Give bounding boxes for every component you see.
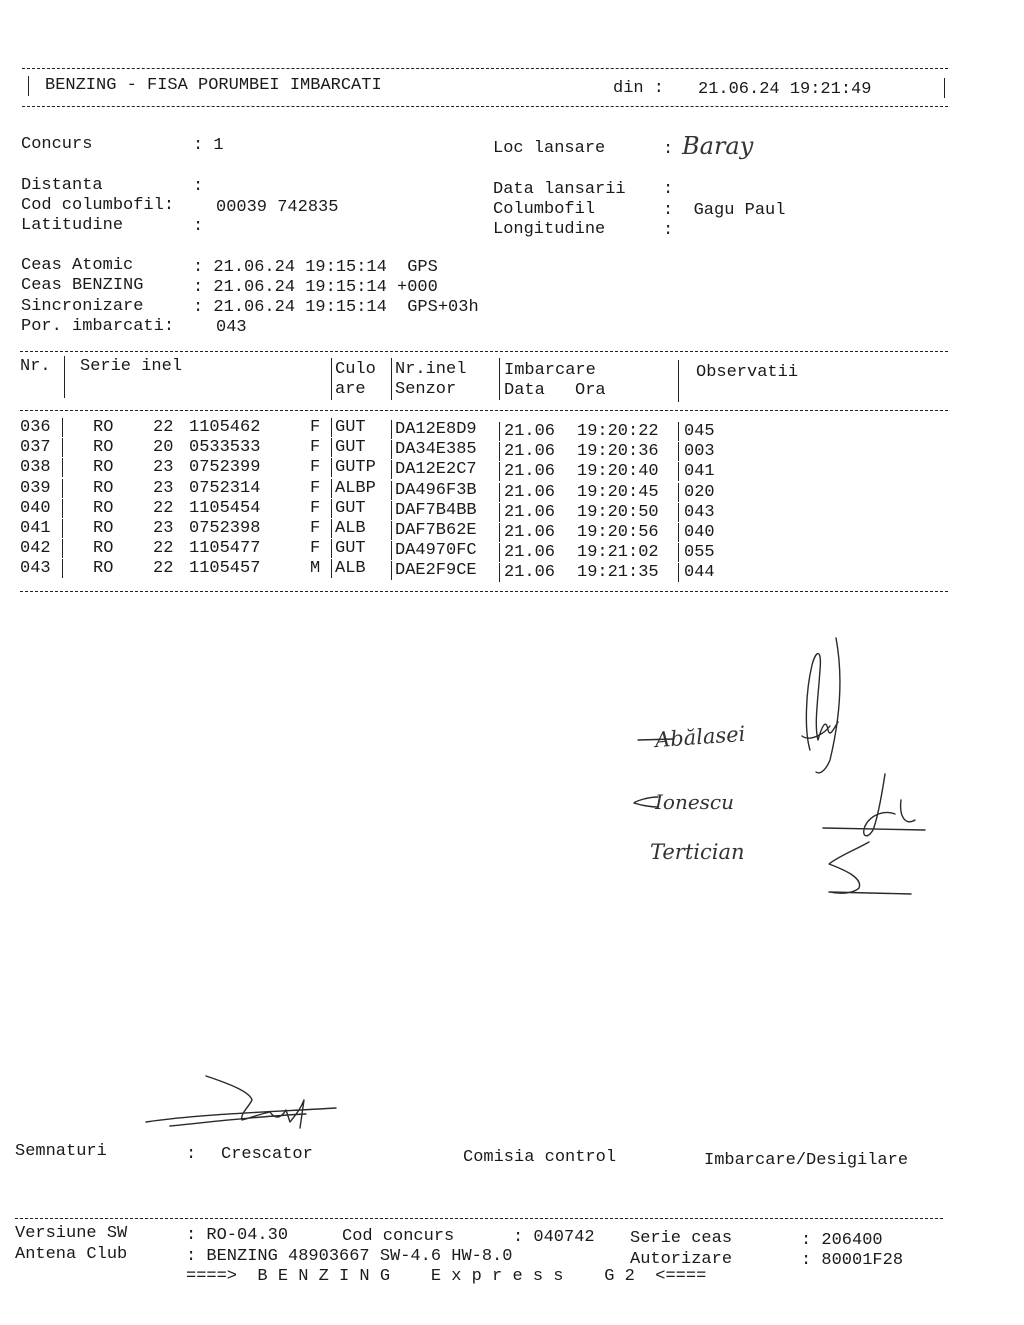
cell-culoare: GUTP bbox=[335, 458, 376, 478]
col-divider-1 bbox=[64, 356, 65, 398]
cod-concurs-label: Cod concurs bbox=[342, 1227, 455, 1246]
row-divider bbox=[62, 418, 63, 437]
cell-nr: 043 bbox=[20, 559, 51, 579]
col-header-data: Data bbox=[504, 381, 545, 400]
serie-ceas-label: Serie ceas bbox=[630, 1229, 733, 1248]
cell-nr: 037 bbox=[20, 438, 51, 458]
cell-senzor: DAE2F9CE bbox=[395, 561, 477, 581]
imbarcare-desigilare-label: Imbarcare/Desigilare bbox=[704, 1151, 909, 1170]
row-divider bbox=[499, 563, 500, 582]
cell-nr: 038 bbox=[20, 458, 51, 478]
cell-sex: M bbox=[310, 559, 321, 579]
row-divider bbox=[678, 422, 679, 441]
cell-ora: 19:20:56 bbox=[577, 523, 659, 542]
cell-senzor: DAF7B62E bbox=[395, 521, 477, 540]
cell-senzor: DA496F3B bbox=[395, 480, 477, 500]
cell-inel: 1105462 bbox=[189, 418, 261, 437]
col-header-senzor: Senzor bbox=[395, 380, 457, 399]
cod-concurs-value: : 040742 bbox=[513, 1228, 595, 1247]
cell-sex: F bbox=[310, 498, 321, 518]
ceas-benzing-label: Ceas BENZING bbox=[21, 276, 144, 295]
cell-an: 22 bbox=[153, 498, 174, 518]
cell-culoare: GUT bbox=[335, 418, 366, 437]
cell-ora: 19:21:35 bbox=[577, 563, 659, 583]
ceas-atomic-value: : 21.06.24 19:15:14 GPS bbox=[193, 258, 438, 277]
longitudine-label: Longitudine bbox=[493, 220, 606, 239]
cell-sex: F bbox=[310, 478, 321, 498]
handwritten-name-1: Abălasei bbox=[654, 721, 747, 753]
row-divider bbox=[678, 543, 679, 562]
cell-data: 21.06 bbox=[504, 482, 556, 502]
cell-data: 21.06 bbox=[504, 563, 556, 583]
latitudine-label: Latitudine bbox=[21, 216, 124, 235]
cell-tara: RO bbox=[93, 478, 114, 498]
col-header-nr: Nr. bbox=[20, 357, 51, 376]
comisia-label: Comisia control bbox=[463, 1148, 617, 1167]
cell-senzor: DAF7B4BB bbox=[395, 500, 477, 520]
cell-obs: 003 bbox=[684, 442, 715, 462]
latitudine-value: : bbox=[193, 217, 204, 236]
header-top-rule bbox=[22, 68, 948, 69]
cell-nr: 040 bbox=[20, 498, 51, 518]
row-divider bbox=[391, 521, 392, 540]
cell-senzor: DA34E385 bbox=[395, 440, 477, 460]
row-divider bbox=[331, 438, 332, 457]
row-divider bbox=[391, 481, 392, 500]
cell-culoare: ALBP bbox=[335, 478, 376, 498]
strike-line-1 bbox=[636, 734, 676, 744]
crescator-signature bbox=[140, 1070, 340, 1140]
row-divider bbox=[678, 462, 679, 481]
table-header-rule bbox=[20, 410, 948, 411]
sincronizare-value: : 21.06.24 19:15:14 GPS+03h bbox=[193, 298, 479, 317]
autorizare-value: : 80001F28 bbox=[801, 1251, 904, 1270]
cell-senzor: DA12E2C7 bbox=[395, 460, 477, 480]
longitudine-value: : bbox=[663, 221, 674, 240]
col-header-serie: Serie inel bbox=[80, 357, 183, 376]
row-divider bbox=[391, 561, 392, 580]
cell-culoare: GUT bbox=[335, 438, 366, 458]
cell-ora: 19:21:02 bbox=[577, 543, 659, 563]
row-divider bbox=[331, 418, 332, 437]
cell-tara: RO bbox=[93, 498, 114, 518]
cell-an: 22 bbox=[153, 418, 174, 437]
row-divider bbox=[499, 523, 500, 542]
cell-obs: 020 bbox=[684, 482, 715, 502]
cell-an: 23 bbox=[153, 458, 174, 478]
cell-data: 21.06 bbox=[504, 523, 556, 542]
row-divider bbox=[391, 440, 392, 459]
cell-an: 23 bbox=[153, 478, 174, 498]
cell-ora: 19:20:36 bbox=[577, 442, 659, 462]
cell-culoare: ALB bbox=[335, 559, 366, 579]
semnaturi-sep: : bbox=[186, 1145, 197, 1164]
row-divider bbox=[391, 460, 392, 479]
cell-tara: RO bbox=[93, 539, 114, 559]
col-divider-3 bbox=[391, 358, 392, 400]
row-divider bbox=[391, 501, 392, 520]
versiune-label: Versiune SW bbox=[15, 1224, 128, 1243]
cell-culoare: GUT bbox=[335, 498, 366, 518]
col-header-observatii: Observatii bbox=[696, 363, 799, 382]
cell-obs: 045 bbox=[684, 422, 715, 441]
columbofil-label: Columbofil bbox=[493, 200, 596, 219]
cell-tara: RO bbox=[93, 559, 114, 579]
cell-tara: RO bbox=[93, 418, 114, 437]
cell-data: 21.06 bbox=[504, 462, 556, 482]
table-bottom-rule bbox=[20, 591, 948, 592]
row-divider bbox=[499, 503, 500, 522]
row-divider bbox=[678, 483, 679, 502]
por-imbarcati-value: 043 bbox=[216, 318, 247, 337]
cell-senzor: DA4970FC bbox=[395, 541, 477, 561]
cod-columbofil-label: Cod columbofil: bbox=[21, 196, 175, 215]
concurs-value: : 1 bbox=[193, 136, 224, 155]
sincronizare-label: Sincronizare bbox=[21, 297, 144, 316]
col-header-ora: Ora bbox=[575, 381, 606, 400]
cod-columbofil-value: 00039 742835 bbox=[216, 198, 339, 217]
ceas-benzing-value: : 21.06.24 19:15:14 +000 bbox=[193, 278, 438, 297]
serie-ceas-value: : 206400 bbox=[801, 1231, 883, 1250]
row-divider bbox=[391, 420, 392, 439]
signature-mark-1 bbox=[790, 630, 860, 780]
cell-inel: 1105454 bbox=[189, 498, 261, 518]
row-divider bbox=[331, 519, 332, 538]
table-top-rule bbox=[20, 351, 948, 352]
cell-nr: 041 bbox=[20, 519, 51, 538]
cell-an: 20 bbox=[153, 438, 174, 458]
row-divider bbox=[499, 422, 500, 441]
cell-ora: 19:20:45 bbox=[577, 482, 659, 502]
header-date-value: 21.06.24 19:21:49 bbox=[698, 80, 872, 99]
cell-obs: 040 bbox=[684, 523, 715, 542]
cell-obs: 044 bbox=[684, 563, 715, 583]
cell-ora: 19:20:22 bbox=[577, 422, 659, 441]
row-divider bbox=[62, 438, 63, 457]
data-lansarii-value: : bbox=[663, 180, 674, 199]
antena-value: : BENZING 48903667 SW-4.6 HW-8.0 bbox=[186, 1247, 513, 1266]
cell-inel: 0752398 bbox=[189, 519, 261, 538]
cell-an: 23 bbox=[153, 519, 174, 538]
strike-line-2 bbox=[630, 795, 660, 809]
cell-senzor: DA12E8D9 bbox=[395, 420, 477, 439]
row-divider bbox=[678, 503, 679, 522]
crescator-label: Crescator bbox=[221, 1145, 313, 1164]
row-divider bbox=[62, 458, 63, 477]
columbofil-value: : Gagu Paul bbox=[663, 201, 786, 220]
row-divider bbox=[331, 479, 332, 498]
col-header-culo: Culo bbox=[335, 360, 376, 379]
row-divider bbox=[62, 519, 63, 538]
autorizare-label: Autorizare bbox=[630, 1250, 733, 1269]
handwritten-name-2: Ionescu bbox=[655, 790, 735, 814]
cell-data: 21.06 bbox=[504, 543, 556, 563]
cell-inel: 0752314 bbox=[189, 478, 261, 498]
row-divider bbox=[678, 563, 679, 582]
cell-an: 22 bbox=[153, 559, 174, 579]
col-divider-2 bbox=[331, 358, 332, 400]
col-divider-5 bbox=[678, 360, 679, 402]
cell-obs: 055 bbox=[684, 543, 715, 563]
cell-inel: 0752399 bbox=[189, 458, 261, 478]
cell-sex: F bbox=[310, 418, 321, 437]
row-divider bbox=[499, 483, 500, 502]
row-divider bbox=[391, 541, 392, 560]
loc-lansare-handwritten: Baray bbox=[682, 132, 754, 160]
cell-an: 22 bbox=[153, 539, 174, 559]
cell-culoare: GUT bbox=[335, 539, 366, 559]
row-divider bbox=[331, 559, 332, 578]
cell-nr: 039 bbox=[20, 478, 51, 498]
loc-lansare-sep: : bbox=[663, 140, 674, 159]
loc-lansare-label: Loc lansare bbox=[493, 139, 606, 158]
benzing-banner: ====> B E N Z I N G E x p r e s s G 2 <==== bbox=[186, 1267, 707, 1286]
antena-label: Antena Club bbox=[15, 1245, 128, 1264]
cell-sex: F bbox=[310, 539, 321, 559]
col-header-nrinel: Nr.inel bbox=[395, 360, 467, 379]
row-divider bbox=[331, 458, 332, 477]
cell-data: 21.06 bbox=[504, 422, 556, 441]
cell-sex: F bbox=[310, 519, 321, 538]
row-divider bbox=[678, 523, 679, 542]
header-date-label: din : bbox=[613, 79, 665, 98]
header-left-bar bbox=[28, 76, 29, 96]
cell-nr: 036 bbox=[20, 418, 51, 437]
cell-inel: 1105477 bbox=[189, 539, 261, 559]
ceas-atomic-label: Ceas Atomic bbox=[21, 256, 134, 275]
row-divider bbox=[499, 442, 500, 461]
distanta-label: Distanta bbox=[21, 176, 103, 195]
row-divider bbox=[678, 442, 679, 461]
row-divider bbox=[331, 499, 332, 518]
cell-sex: F bbox=[310, 438, 321, 458]
distanta-value: : bbox=[193, 177, 204, 196]
cell-obs: 043 bbox=[684, 502, 715, 522]
row-divider bbox=[499, 462, 500, 481]
cell-inel: 0533533 bbox=[189, 438, 261, 458]
header-right-bar bbox=[944, 78, 945, 98]
header-bottom-rule bbox=[22, 106, 948, 107]
cell-nr: 042 bbox=[20, 539, 51, 559]
cell-culoare: ALB bbox=[335, 519, 366, 538]
cell-data: 21.06 bbox=[504, 502, 556, 522]
cell-tara: RO bbox=[93, 438, 114, 458]
row-divider bbox=[331, 539, 332, 558]
data-lansarii-label: Data lansarii bbox=[493, 180, 626, 199]
col-header-are: are bbox=[335, 380, 366, 399]
signature-mark-2 bbox=[815, 770, 935, 900]
cell-ora: 19:20:40 bbox=[577, 462, 659, 482]
cell-data: 21.06 bbox=[504, 442, 556, 462]
col-divider-4 bbox=[499, 358, 500, 400]
row-divider bbox=[62, 559, 63, 578]
row-divider bbox=[62, 539, 63, 558]
cell-obs: 041 bbox=[684, 462, 715, 482]
document-title: BENZING - FISA PORUMBEI IMBARCATI bbox=[45, 76, 382, 95]
footer-rule bbox=[15, 1218, 943, 1219]
cell-sex: F bbox=[310, 458, 321, 478]
row-divider bbox=[62, 479, 63, 498]
col-header-imbarcare: Imbarcare bbox=[504, 361, 596, 380]
semnaturi-label: Semnaturi bbox=[15, 1142, 107, 1161]
cell-ora: 19:20:50 bbox=[577, 502, 659, 522]
cell-tara: RO bbox=[93, 458, 114, 478]
row-divider bbox=[499, 543, 500, 562]
versiune-value: : RO-04.30 bbox=[186, 1226, 289, 1245]
por-imbarcati-label: Por. imbarcati: bbox=[21, 317, 175, 336]
concurs-label: Concurs bbox=[21, 135, 93, 154]
cell-inel: 1105457 bbox=[189, 559, 261, 579]
cell-tara: RO bbox=[93, 519, 114, 538]
handwritten-name-3: Tertician bbox=[650, 840, 745, 864]
row-divider bbox=[62, 499, 63, 518]
